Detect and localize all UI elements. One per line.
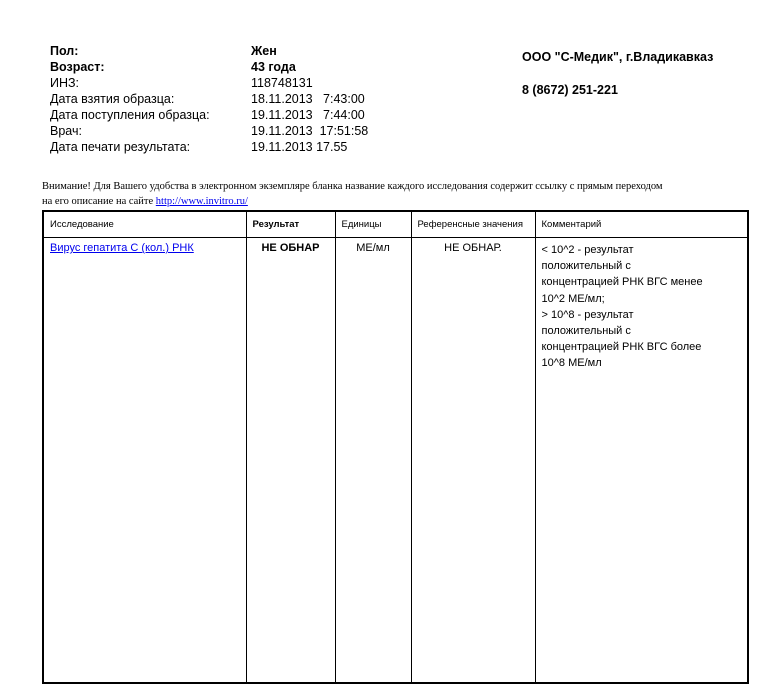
invitro-site-link[interactable]: http://www.invitro.ru/ [155,196,248,207]
label-sample-taken: Дата взятия образца: [50,92,175,106]
label-inz: ИНЗ: [50,76,80,90]
lab-name: ООО "С-Медик", г.Владикавказ [522,50,714,64]
notice-line-2-text: на его описание на сайте [42,196,154,207]
label-age: Возраст: [50,60,105,74]
test-link[interactable]: Вирус гепатита С (кол.) РНК [50,242,194,254]
value-print-date: 19.11.2013 17.55 [251,140,348,154]
comment-line: положительный с [541,325,631,338]
header-result: Результат [246,211,335,238]
notice-line-2 [42,194,248,209]
value-sample-taken: 18.11.2013 7:43:00 [251,92,365,106]
comment-line: 10^2 МЕ/мл; [541,292,605,305]
table-header-row [43,211,748,238]
comment-line: > 10^8 - результат [541,308,634,321]
notice-line-1: Внимание! Для Вашего удобства в электронном экземпляре бланка название каждого исследования содержит ссылку с прямым переходом [42,181,663,192]
table-row [43,238,748,684]
value-age: 43 года [251,60,296,74]
comment-line: положительный с [541,260,631,273]
cell-result: НЕ ОБНАР [246,238,335,684]
value-inz: 118748131 [251,76,313,90]
header-reference: Референсные значения [411,211,535,238]
label-sex: Пол: [50,44,79,58]
header-test: Исследование [43,211,246,238]
value-sample-received: 19.11.2013 7:44:00 [251,108,365,122]
comment-line: концентрацией РНК ВГС более [541,341,702,354]
results-table [42,210,749,684]
comment-line: 10^8 МЕ/мл [541,357,602,370]
label-sample-received: Дата поступления образца: [50,108,210,122]
cell-reference: НЕ ОБНАР. [411,238,535,684]
label-print-date: Дата печати результата: [50,140,191,154]
header-comment: Комментарий [535,211,748,238]
comment-line: < 10^2 - результат [541,244,634,256]
label-doctor: Врач: [50,124,82,138]
lab-phone: 8 (8672) 251-221 [522,83,618,97]
header-units: Единицы [335,211,411,238]
cell-test [43,238,246,684]
cell-units: МЕ/мл [335,238,411,684]
comment-line: концентрацией РНК ВГС менее [541,276,703,289]
value-doctor: 19.11.2013 17:51:58 [251,124,369,138]
value-sex: Жен [251,44,277,58]
cell-comment [535,238,748,684]
